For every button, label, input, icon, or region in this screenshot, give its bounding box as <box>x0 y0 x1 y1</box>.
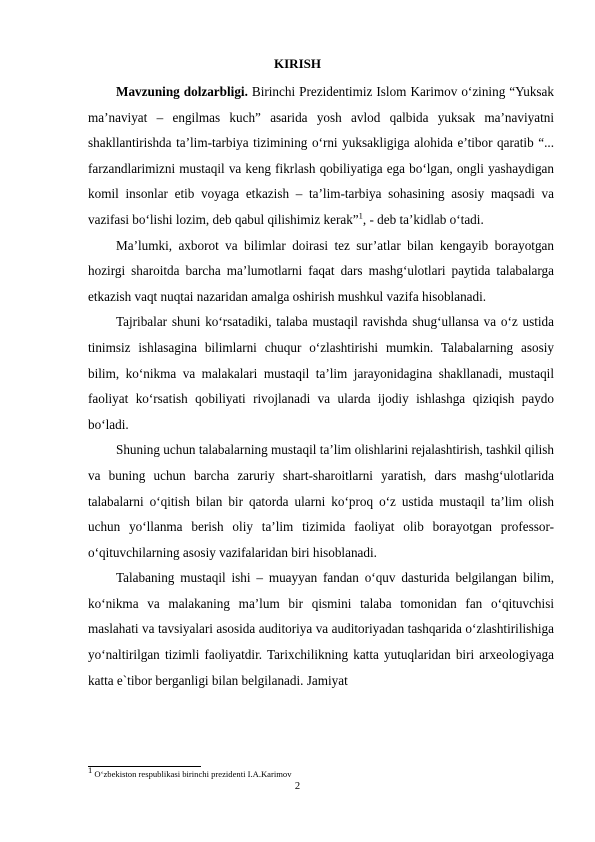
paragraph-relevance <box>88 79 554 233</box>
paragraph-lead: Mavzuning dolzarbligi. <box>116 84 248 99</box>
footnote-divider <box>88 766 201 767</box>
page-title: KIRISH <box>274 56 321 71</box>
paragraph-3: Tajribalar shuni ko‘rsatadiki, talaba mustaqil ravishda shug‘ullansa va o‘z ustida tinimsiz ishlasagina bilimlarni chuqur o‘zlashtirishi mumkin. Talabalarning asosiy bilim, ko‘nikma va malakalari mustaqil ta’lim jarayonidagina shakllanadi, mustaqil faoliyat ko‘rsatish qobiliyati rivojlanadi va ularda ijodiy ishlashga qiziqish paydo bo‘ladi. <box>88 314 554 432</box>
footnote-number: 1 <box>88 765 93 776</box>
page-number: 2 <box>294 781 301 792</box>
paragraph-4: Shuning uchun talabalarning mustaqil ta’lim olishlarini rejalashtirish, tashkil qilish va buning uchun barcha zaruriy shart-sharoitlarni yaratish, dars mashg‘ulotlarida talabalarni o‘qitish bilan bir qatorda ularni ko‘proq o‘z ustida mustaqil ta’lim olish uchun yo‘llanma berish oliy ta’lim tizimida faoliyat olib borayotgan professor-o‘qituvchilarning asosiy vazifalaridan biri hisoblanadi. <box>88 442 554 560</box>
paragraph-5: Talabaning mustaqil ishi – muayyan fandan o‘quv dasturida belgilangan bilim, ko‘nikma va malakaning ma’lum bir qismini talaba tomonidan fan o‘qituvchisi maslahati va tavsiyalari asosida auditoriya va auditoriyadan tashqarida o‘zlashtirilishiga yo‘naltirilgan tizimli faoliyatdir. Tarixchilikning katta yutuqlaridan biri arxeologiyaga katta e`tibor berganligi bilan belgilanadi. Jamiyat <box>88 570 554 688</box>
footnote-reference: 1 <box>358 210 363 221</box>
paragraph-tail: , - deb ta’kidlab o‘tadi. <box>362 211 484 227</box>
body-text <box>88 79 554 693</box>
footnote <box>88 765 554 780</box>
paragraph-2: Ma’lumki, axborot va bilimlar doirasi tez sur’atlar bilan kengayib borayotgan hozirgi sharoitda barcha ma’lumotlarni faqat dars mashg‘ulotlari paytida talabalarga etkazish vaqt nuqtai nazaridan amalga oshirish mushkul vazifa hisoblanadi. <box>88 237 554 304</box>
paragraph-text: Birinchi Prezidentimiz Islom Karimov o‘zining “Yuksak ma’naviyat – engilmas kuch” asarida yosh avlod qalbida yuksak ma’naviyatni shakllantirishda ta’lim-tarbiya tizimining o‘rni yuksakligiga alohida e’tibor qaratib “... farzandlarimizni mustaqil va keng fikrlash qobiliyatiga ega bo‘lgan, ongli yashaydigan komil insonlar etib voyaga etkazish – ta’lim-tarbiya sohasining asosiy maqsadi va vazifasi bo‘lishi lozim, deb qabul qilishimiz kerak” <box>88 84 554 227</box>
footnote-text: O‘zbekiston respublikasi birinchi prezidenti I.A.Karimov <box>92 769 292 779</box>
